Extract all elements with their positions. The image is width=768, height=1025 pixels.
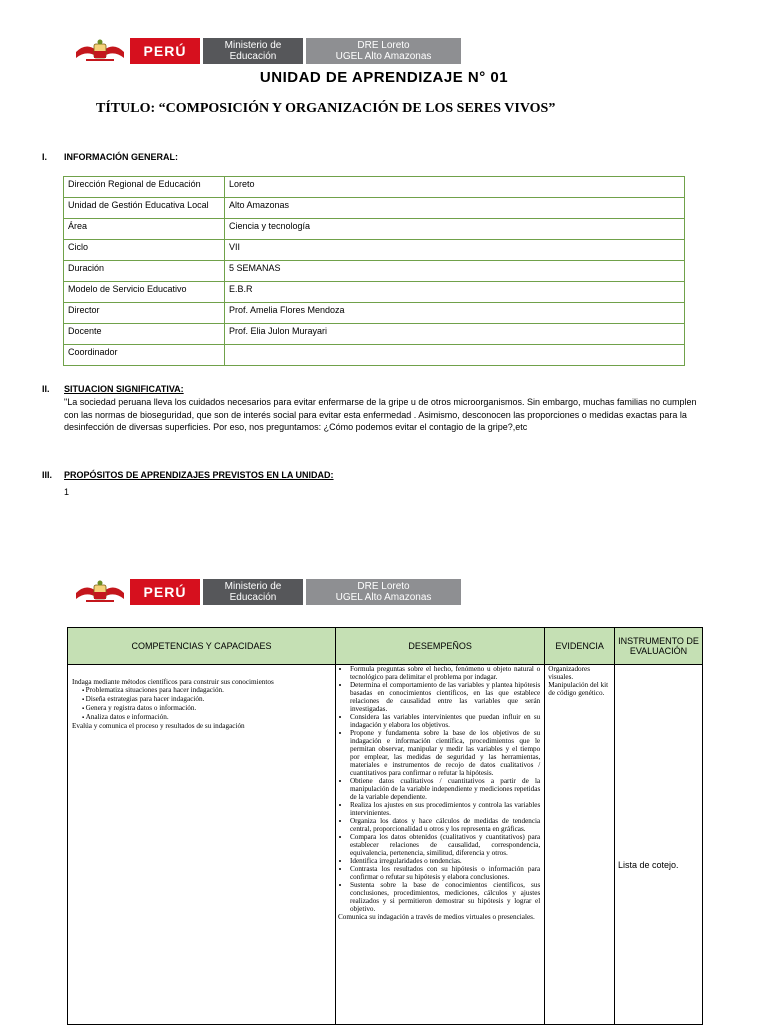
desempenos-list xyxy=(338,665,540,913)
ministerio-label: Ministerio de Educación xyxy=(203,579,303,605)
table-row xyxy=(64,324,685,345)
dre-label: DRE Loreto UGEL Alto Amazonas xyxy=(306,579,461,605)
table-row xyxy=(64,261,685,282)
competencias-cell xyxy=(68,665,336,1025)
info-value: Alto Amazonas xyxy=(225,198,685,219)
section-2-heading: SITUACION SIGNIFICATIVA: xyxy=(64,384,184,394)
header-logo xyxy=(70,579,461,605)
instrumento-cell xyxy=(615,665,703,1025)
section-3-heading: PROPÓSITOS DE APRENDIZAJES PREVISTOS EN LA UNIDAD: xyxy=(64,470,334,480)
list-item: • Determina el comportamiento de las variables y plantea hipótesis basadas en conocimientos científicos, en las que establece relaciones de causalidad entre las variables que serán investigadas. xyxy=(350,681,540,713)
info-label: Docente xyxy=(64,324,225,345)
info-label: Ciclo xyxy=(64,240,225,261)
list-item: • Sustenta sobre la base de conocimientos científicos, sus conclusiones, procedimientos, mediciones, cálculos y ajustes realizados y si permitieron demostrar su hipótesis y lograr el objetivo. xyxy=(350,881,540,913)
header-desempenos: DESEMPEÑOS xyxy=(335,628,544,665)
list-item: • Identifica irregularidades o tendencias. xyxy=(350,857,540,865)
peru-label: PERÚ xyxy=(130,579,200,605)
list-item: • Considera las variables intervinientes que puedan influir en su indagación y elabora los objetivos. xyxy=(350,713,540,729)
evidencia-cell: Organizadores visuales. Manipulación del kit de código genético. xyxy=(545,665,615,1025)
list-item: • Formula preguntas sobre el hecho, fenómeno u objeto natural o tecnológico para delimitar el problema por indagar. xyxy=(350,665,540,681)
info-label: Unidad de Gestión Educativa Local xyxy=(64,198,225,219)
list-item: ▪ Analiza datos e información. xyxy=(82,713,331,722)
section-1-heading: INFORMACIÓN GENERAL: xyxy=(64,152,178,162)
header-instrumento: INSTRUMENTO DE EVALUACIÓN xyxy=(615,628,703,665)
peru-label: PERÚ xyxy=(130,38,200,64)
desempeno-final: Comunica su indagación a través de medios virtuales o presenciales. xyxy=(337,913,535,921)
situacion-text: "La sociedad peruana lleva los cuidados necesarios para evitar enfermarse de la gripe u de otros microorganismos. Sin embargo, muchas familias no cumplen con las normas de bioseguridad, que son de interés social para evitar esta enfermedad . Asimismo, desconocen las proporciones o medidas exactas para la desinfección de diversas superficies. Por eso, nos preguntamos: ¿Cómo podemos evitar el contagio de la gripe?,etc xyxy=(64,397,697,432)
info-value: Ciencia y tecnología xyxy=(225,219,685,240)
document-subtitle: TÍTULO: “COMPOSICIÓN Y ORGANIZACIÓN DE LOS SERES VIVOS” xyxy=(96,101,556,116)
section-1-number: I. xyxy=(42,152,48,162)
propositos-item: 1 xyxy=(64,487,70,497)
list-item: • Compara los datos obtenidos (cualitativos y cuantitativos) para establecer relaciones de causalidad, correspondencia, equivalencia, pertenencia, similitud, diferencia y otros. xyxy=(350,833,540,857)
info-value: VII xyxy=(225,240,685,261)
list-item: ▪ Problematiza situaciones para hacer indagación. xyxy=(82,686,331,695)
desempenos-cell xyxy=(335,665,544,1025)
table-row xyxy=(64,303,685,324)
info-value: Prof. Amelia Flores Mendoza xyxy=(225,303,685,324)
list-item: • Contrasta los resultados con su hipótesis o información para confirmar o refutar su hipótesis y elabora conclusiones. xyxy=(350,865,540,881)
table-row xyxy=(64,240,685,261)
header-logo xyxy=(70,38,461,64)
section-3-number: III. xyxy=(42,470,53,480)
general-info-table xyxy=(63,176,685,366)
competencia-text: Indaga mediante métodos científicos para construir sus conocimientos xyxy=(72,678,274,686)
section-2-number: II. xyxy=(42,384,50,394)
competencias-table xyxy=(67,627,703,1025)
info-label: Área xyxy=(64,219,225,240)
table-header-row xyxy=(68,628,703,665)
dre-label: DRE Loreto UGEL Alto Amazonas xyxy=(306,38,461,64)
table-row xyxy=(64,177,685,198)
capacidades-list xyxy=(72,686,331,722)
instrumento-text: Lista de cotejo. xyxy=(618,860,679,870)
info-value xyxy=(225,345,685,366)
header-competencias: COMPETENCIAS Y CAPACIDAES xyxy=(68,628,336,665)
page-title: UNIDAD DE APRENDIZAJE N° 01 xyxy=(259,69,509,86)
table-row xyxy=(64,345,685,366)
peru-shield-icon xyxy=(70,579,130,605)
info-label: Director xyxy=(64,303,225,324)
info-label: Coordinador xyxy=(64,345,225,366)
list-item: • Propone y fundamenta sobre la base de los objetivos de su indagación e información científica, procedimientos que le permitan observar, manipular y medir las variables y el tiempo por emplear, las medidas de seguridad y las herramientas, materiales e instrumentos de recojo de datos cualitativos / cuantitativos para confirmar o refutar la hipótesis. xyxy=(350,729,540,777)
list-item: • Obtiene datos cualitativos / cuantitativos a partir de la manipulación de la variable independiente y mediciones repetidas de la variable dependiente. xyxy=(350,777,540,801)
list-item: • Realiza los ajustes en sus procedimientos y controla las variables intervinientes. xyxy=(350,801,540,817)
table-row xyxy=(64,198,685,219)
peru-shield-icon xyxy=(70,38,130,64)
info-label: Modelo de Servicio Educativo xyxy=(64,282,225,303)
table-row xyxy=(64,282,685,303)
info-label: Dirección Regional de Educación xyxy=(64,177,225,198)
competencia-2-text: Evalúa y comunica el proceso y resultados de su indagación xyxy=(72,722,245,730)
info-value: Prof. Elia Julon Murayari xyxy=(225,324,685,345)
list-item: ▪ Genera y registra datos o información. xyxy=(82,704,331,713)
table-row xyxy=(64,219,685,240)
info-value: 5 SEMANAS xyxy=(225,261,685,282)
list-item: • Organiza los datos y hace cálculos de medidas de tendencia central, proporcionalidad u otros y los representa en gráficas. xyxy=(350,817,540,833)
ministerio-label: Ministerio de Educación xyxy=(203,38,303,64)
info-value: E.B.R xyxy=(225,282,685,303)
info-value: Loreto xyxy=(225,177,685,198)
list-item: ▪ Diseña estrategias para hacer indagación. xyxy=(82,695,331,704)
header-evidencia: EVIDENCIA xyxy=(545,628,615,665)
info-label: Duración xyxy=(64,261,225,282)
table-row xyxy=(68,665,703,1025)
